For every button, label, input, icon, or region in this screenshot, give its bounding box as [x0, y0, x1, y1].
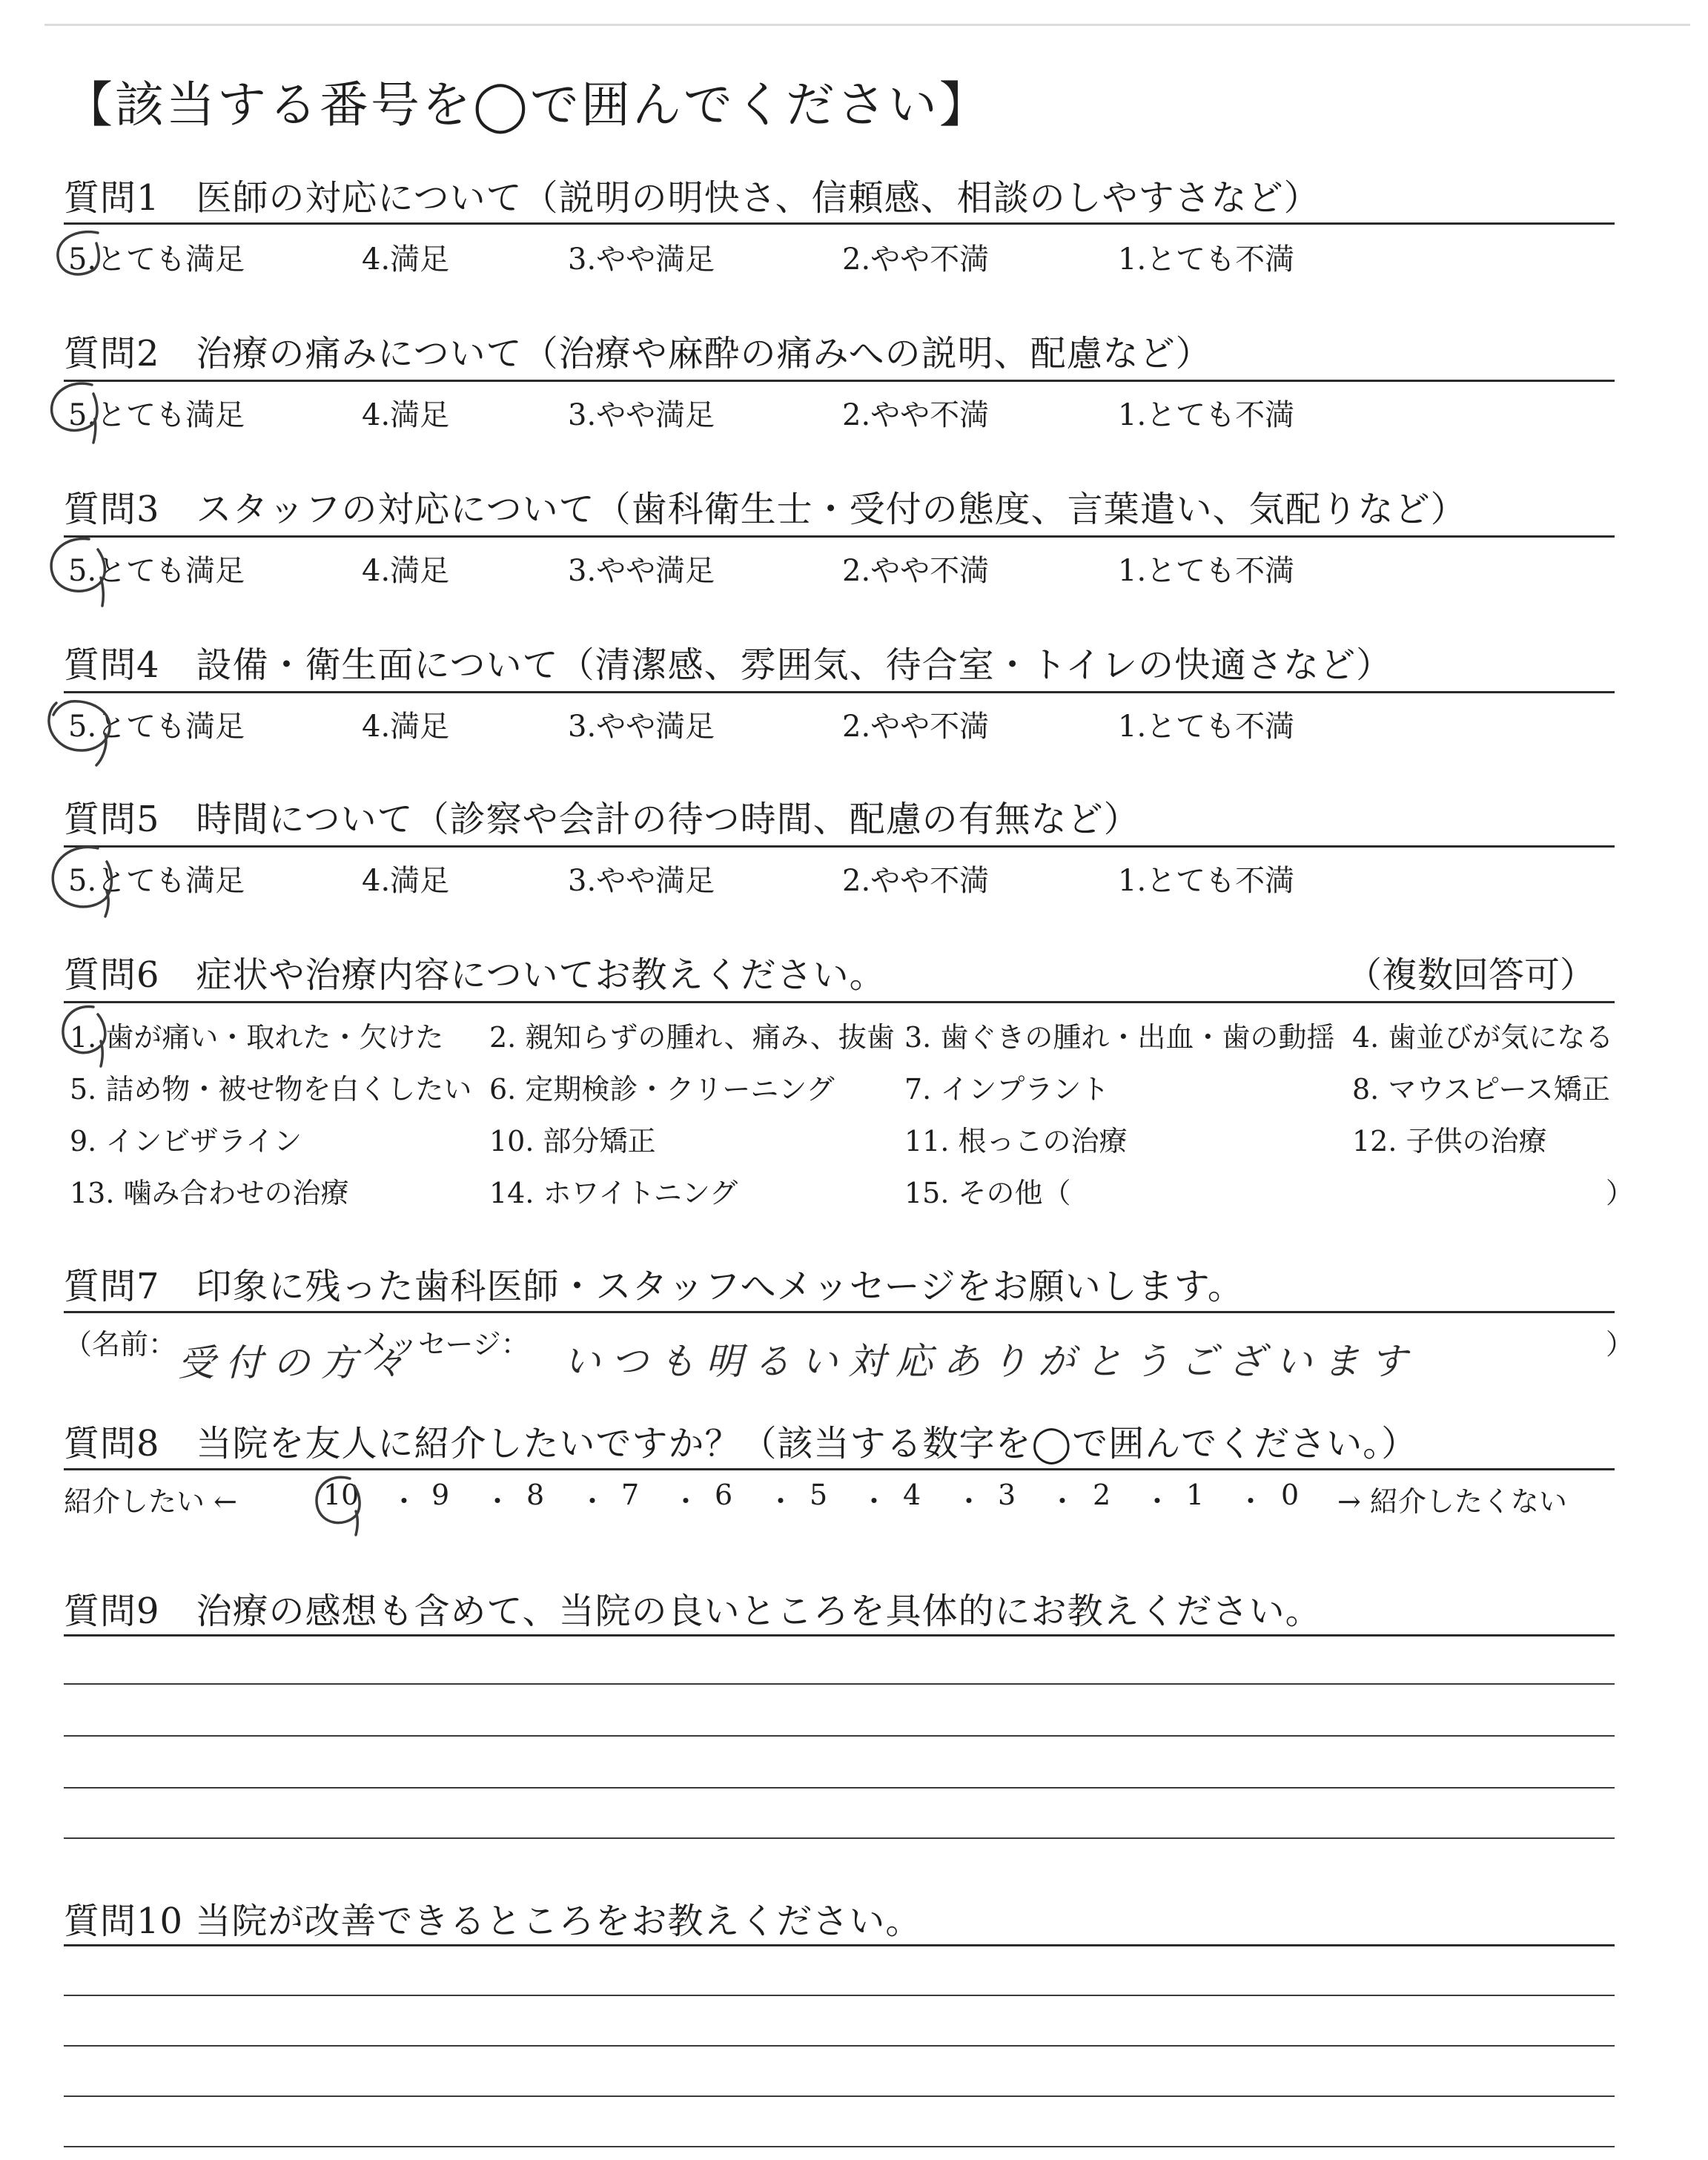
question-1-title: 質問1 医師の対応について（説明の明快さ、信頼感、相談のしやすさなど） [64, 177, 1320, 219]
q5-option-1[interactable]: 1.とても不満 [1118, 864, 1295, 898]
q1-option-1[interactable]: 1.とても不満 [1118, 242, 1295, 277]
q8-score-9[interactable]: 9 [431, 1479, 450, 1511]
q4-option-5[interactable]: 5.とても満足 [68, 710, 245, 744]
q6-option-5[interactable]: 5. 詰め物・被せ物を白くしたい [70, 1073, 472, 1106]
q8-score-5[interactable]: 5 [810, 1479, 828, 1511]
q3-option-4[interactable]: 4.満足 [362, 554, 450, 588]
question-10-rule [64, 1944, 1615, 1946]
q6-option-11[interactable]: 11. 根っこの治療 [904, 1125, 1128, 1157]
question-8-rule [64, 1468, 1615, 1470]
question-9-rule [64, 1634, 1615, 1636]
question-2-rule [64, 380, 1615, 382]
question-8-title: 質問8 当院を友人に紹介したいですか？（該当する数字を◯で囲んでください。） [64, 1423, 1418, 1464]
q8-separator: ・ [767, 1485, 795, 1518]
question-9-title: 質問9 治療の感想も含めて、当院の良いところを具体的にお教えください。 [64, 1591, 1322, 1632]
question-4-title: 質問4 設備・衛生面について（清潔感、雰囲気、待合室・トイレの快適さなど） [64, 644, 1393, 686]
q6-option-7[interactable]: 7. インプラント [904, 1073, 1110, 1106]
question-3-rule [64, 535, 1615, 538]
q4-circle-mark-icon [37, 688, 126, 770]
question-4-rule [64, 691, 1615, 693]
q2-option-4[interactable]: 4.満足 [362, 398, 450, 432]
q8-score-6[interactable]: 6 [715, 1479, 733, 1511]
q10-answer-line[interactable] [64, 2045, 1615, 2047]
question-6-title: 質問6 症状や治療内容についてお教えください。 [64, 954, 886, 996]
q8-separator: ・ [1048, 1485, 1077, 1518]
q3-circle-mark-icon [42, 530, 123, 612]
question-2-title: 質問2 治療の痛みについて（治療や麻酔の痛みへの説明、配慮など） [64, 333, 1212, 374]
q5-option-4[interactable]: 4.満足 [362, 864, 450, 898]
q8-score-3[interactable]: 3 [998, 1479, 1016, 1511]
q1-option-4[interactable]: 4.満足 [362, 242, 450, 277]
q10-answer-line[interactable] [64, 1995, 1615, 1996]
q8-separator: ・ [672, 1485, 701, 1518]
q6-option-13[interactable]: 13. 噛み合わせの治療 [70, 1177, 349, 1209]
q10-answer-line[interactable] [64, 2146, 1615, 2147]
q6-option-1[interactable]: 1. 歯が痛い・取れた・欠けた [70, 1021, 444, 1054]
question-6-rule [64, 1001, 1615, 1003]
q9-answer-line[interactable] [64, 1837, 1615, 1839]
q8-separator: ・ [483, 1485, 512, 1518]
q9-answer-line[interactable] [64, 1787, 1615, 1789]
q5-option-5[interactable]: 5.とても満足 [68, 864, 245, 898]
q6-option-6[interactable]: 6. 定期検診・クリーニング [489, 1073, 835, 1106]
q5-circle-mark-icon [43, 839, 125, 921]
q8-left-label: 紹介したい ← [64, 1485, 237, 1518]
q8-separator: ・ [860, 1485, 889, 1518]
q1-option-3[interactable]: 3.やや満足 [568, 242, 715, 277]
q2-option-5[interactable]: 5.とても満足 [68, 398, 245, 432]
q8-circle-mark-icon [304, 1467, 371, 1541]
q6-option-14[interactable]: 14. ホワイトニング [489, 1177, 738, 1209]
question-10-title: 質問10 当院が改善できるところをお教えください。 [64, 1900, 922, 1942]
q1-circle-mark-icon [46, 222, 113, 289]
q6-option-9[interactable]: 9. インビザライン [70, 1125, 302, 1157]
q3-option-5[interactable]: 5.とても満足 [68, 554, 245, 588]
q5-option-3[interactable]: 3.やや満足 [568, 864, 715, 898]
q1-option-5[interactable]: 5.とても満足 [68, 242, 245, 277]
q5-option-2[interactable]: 2.やや不満 [842, 864, 990, 898]
q10-answer-line[interactable] [64, 2095, 1615, 2097]
q6-option-8[interactable]: 8. マウスピース矯正 [1352, 1073, 1610, 1106]
q6-circle-mark-icon [52, 997, 119, 1071]
q2-option-2[interactable]: 2.やや不満 [842, 398, 990, 432]
q8-score-0[interactable]: 0 [1281, 1479, 1300, 1511]
q3-option-3[interactable]: 3.やや満足 [568, 554, 715, 588]
q8-separator: ・ [1237, 1485, 1265, 1518]
question-1-rule [64, 222, 1615, 225]
q7-message-handwritten[interactable]: いつも明るい対応ありがとうございます [563, 1340, 1417, 1383]
q8-separator: ・ [390, 1485, 419, 1518]
q8-separator: ・ [955, 1485, 984, 1518]
q9-answer-line[interactable] [64, 1683, 1615, 1685]
q8-separator: ・ [1143, 1485, 1172, 1518]
q8-score-10[interactable]: 10 [323, 1479, 360, 1511]
q2-option-1[interactable]: 1.とても不満 [1118, 398, 1295, 432]
q4-option-1[interactable]: 1.とても不満 [1118, 710, 1295, 744]
q7-name-handwritten[interactable]: 受付の方々 [178, 1341, 415, 1384]
q6-option-15-other[interactable]: 15. その他（ [904, 1177, 1071, 1209]
question-5-title: 質問5 時間について（診察や会計の待つ時間、配慮の有無など） [64, 799, 1140, 840]
q4-option-2[interactable]: 2.やや不満 [842, 710, 990, 744]
page-top-edge [44, 24, 1690, 26]
q6-option-2[interactable]: 2. 親知らずの腫れ、痛み、抜歯 [489, 1021, 895, 1054]
q2-circle-mark-icon [42, 374, 116, 449]
q4-option-3[interactable]: 3.やや満足 [568, 710, 715, 744]
q7-close-paren: ） [1606, 1328, 1635, 1361]
question-7-title: 質問7 印象に残った歯科医師・スタッフへメッセージをお願いします。 [64, 1266, 1244, 1307]
q9-answer-line[interactable] [64, 1735, 1615, 1737]
q8-separator: ・ [578, 1485, 607, 1518]
q6-other-close-paren: ） [1606, 1177, 1635, 1209]
q6-option-3[interactable]: 3. 歯ぐきの腫れ・出血・歯の動揺 [904, 1021, 1335, 1054]
q6-option-4[interactable]: 4. 歯並びが気になる [1352, 1021, 1614, 1054]
q7-name-label: （名前： [64, 1328, 177, 1361]
q8-right-label: → 紹介したくない [1337, 1485, 1567, 1518]
q7-message-label: メッセージ： [362, 1328, 529, 1361]
q2-option-3[interactable]: 3.やや満足 [568, 398, 715, 432]
form-instruction-title: 【該当する番号を◯で囲んでください】 [64, 76, 990, 133]
q8-score-7[interactable]: 7 [621, 1479, 640, 1511]
question-7-rule [64, 1311, 1615, 1313]
q4-option-4[interactable]: 4.満足 [362, 710, 450, 744]
q1-option-2[interactable]: 2.やや不満 [842, 242, 990, 277]
q3-option-1[interactable]: 1.とても不満 [1118, 554, 1295, 588]
question-6-multi-answer-note: （複数回答可） [1345, 954, 1595, 996]
q6-option-10[interactable]: 10. 部分矯正 [489, 1125, 656, 1157]
q3-option-2[interactable]: 2.やや不満 [842, 554, 990, 588]
q8-score-8[interactable]: 8 [526, 1479, 545, 1511]
question-5-rule [64, 845, 1615, 848]
q6-option-12[interactable]: 12. 子供の治療 [1352, 1125, 1547, 1157]
q8-score-2[interactable]: 2 [1093, 1479, 1111, 1511]
q8-score-4[interactable]: 4 [903, 1479, 921, 1511]
question-3-title: 質問3 スタッフの対応について（歯科衛生士・受付の態度、言葉遣い、気配りなど） [64, 489, 1467, 530]
q8-score-1[interactable]: 1 [1186, 1479, 1205, 1511]
